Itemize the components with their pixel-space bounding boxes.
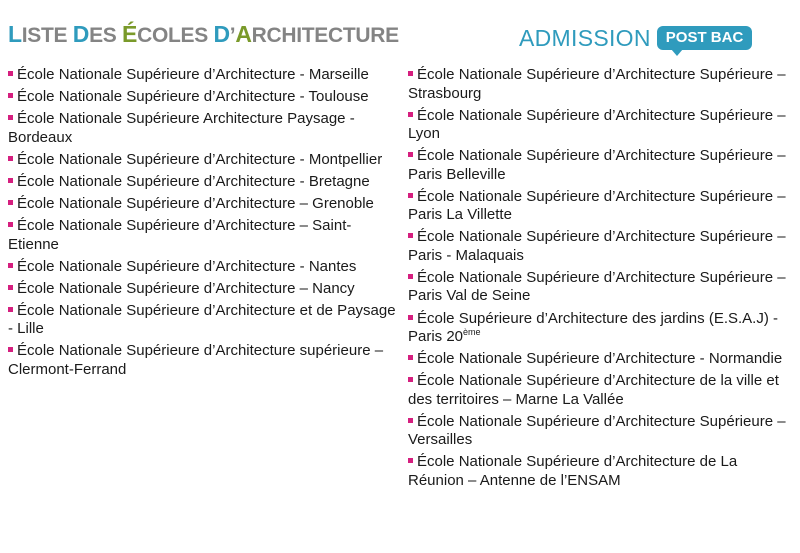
school-list-item: [8, 217, 400, 254]
school-name: École Nationale Supérieure d’Architecture - Nantes: [17, 257, 357, 275]
square-bullet-icon: [8, 156, 13, 161]
logo-badge: POST BAC: [657, 26, 753, 50]
school-list-item: [8, 342, 400, 379]
page-title: [8, 21, 399, 48]
school-name: École Nationale Supérieure d’Architecture - Toulouse: [17, 88, 369, 106]
square-bullet-icon: [408, 458, 413, 463]
school-list-item: [408, 107, 788, 144]
title-part: ’: [229, 24, 236, 47]
square-bullet-icon: [408, 152, 413, 157]
square-bullet-icon: [8, 115, 13, 120]
school-list-item: [8, 66, 400, 85]
school-list-item: [408, 147, 788, 184]
school-name: École Nationale Supérieure d’Architecture - Bretagne: [17, 172, 370, 190]
school-name: École Nationale Supérieure d’Architecture de la ville et des territoires – Marne La Vallée: [408, 372, 779, 408]
title-part: ISTE: [21, 24, 73, 47]
square-bullet-icon: [8, 263, 13, 268]
school-list-item: [408, 228, 788, 265]
school-list-item: [408, 413, 788, 450]
square-bullet-icon: [408, 377, 413, 382]
ordinal-superscript: ème: [463, 327, 481, 338]
square-bullet-icon: [8, 71, 13, 76]
school-list-item: [408, 66, 788, 103]
square-bullet-icon: [408, 315, 413, 320]
school-name: École Nationale Supérieure d’Architecture - Marseille: [17, 66, 369, 83]
school-name: École Nationale Supérieure d’Architecture de La Réunion – Antenne de l’ENSAM: [408, 453, 738, 489]
school-list-item: [8, 173, 400, 192]
school-name: École Supérieure d’Architecture des jardins (E.S.A.J) - Paris 20: [408, 309, 778, 346]
title-part: COLES: [137, 24, 214, 47]
title-part: D: [213, 21, 230, 47]
square-bullet-icon: [408, 71, 413, 76]
school-list-item: [8, 280, 400, 299]
school-name: École Nationale Supérieure d’Architecture Supérieure – Paris Belleville: [408, 147, 786, 183]
school-list-item: [408, 188, 788, 225]
school-list-item: [408, 350, 788, 369]
school-name: École Nationale Supérieure d’Architecture Supérieure – Paris Val de Seine: [408, 268, 786, 305]
school-name: École Nationale Supérieure Architecture Paysage - Bordeaux: [8, 110, 355, 146]
school-name: École Nationale Supérieure d’Architecture - Montpellier: [17, 150, 383, 168]
school-name: École Nationale Supérieure d’Architecture – Saint-Etienne: [8, 217, 352, 253]
square-bullet-icon: [8, 307, 13, 312]
school-list-item: [8, 151, 400, 170]
school-list-item: [8, 302, 400, 339]
school-name: École Nationale Supérieure d’Architecture Supérieure – Paris La Villette: [408, 187, 786, 224]
title-part: É: [122, 21, 138, 47]
school-name: École Nationale Supérieure d’Architecture - Normandie: [417, 350, 783, 368]
title-part: ES: [89, 24, 123, 47]
logo-word: ADMISSION: [519, 25, 651, 51]
school-list-item: [8, 195, 400, 214]
school-list-item: [408, 372, 788, 409]
square-bullet-icon: [8, 285, 13, 290]
school-list-right: [408, 66, 788, 494]
square-bullet-icon: [8, 347, 13, 352]
school-list-item: [8, 88, 400, 107]
school-list-item: [8, 258, 400, 277]
square-bullet-icon: [8, 93, 13, 98]
square-bullet-icon: [408, 274, 413, 279]
title-part: D: [72, 21, 90, 47]
square-bullet-icon: [408, 112, 413, 117]
square-bullet-icon: [408, 355, 413, 360]
school-name: École Nationale Supérieure d’Architecture et de Paysage - Lille: [8, 301, 396, 338]
school-list-item: [408, 269, 788, 306]
school-name: École Nationale Supérieure d’Architecture Supérieure – Strasbourg: [408, 66, 786, 102]
title-part: RCHITECTURE: [251, 24, 399, 47]
school-list-item: [408, 310, 788, 347]
square-bullet-icon: [408, 418, 413, 423]
school-name: École Nationale Supérieure d’Architecture – Nancy: [17, 279, 355, 297]
school-name: École Nationale Supérieure d’Architecture supérieure – Clermont-Ferrand: [8, 342, 384, 378]
school-name: École Nationale Supérieure d’Architecture Supérieure – Versailles: [408, 412, 786, 449]
title-part: L: [8, 21, 22, 47]
school-name: École Nationale Supérieure d’Architecture Supérieure – Paris - Malaquais: [408, 228, 786, 264]
admission-post-bac-logo: [519, 22, 752, 54]
school-list-item: [8, 110, 400, 147]
square-bullet-icon: [8, 222, 13, 227]
school-list-item: [408, 453, 788, 490]
square-bullet-icon: [8, 200, 13, 205]
school-name: École Nationale Supérieure d’Architecture – Grenoble: [17, 194, 374, 212]
square-bullet-icon: [408, 193, 413, 198]
school-list-left: [8, 66, 400, 383]
title-part: A: [235, 21, 252, 47]
square-bullet-icon: [408, 233, 413, 238]
square-bullet-icon: [8, 178, 13, 183]
school-name: École Nationale Supérieure d’Architecture Supérieure – Lyon: [408, 106, 786, 143]
